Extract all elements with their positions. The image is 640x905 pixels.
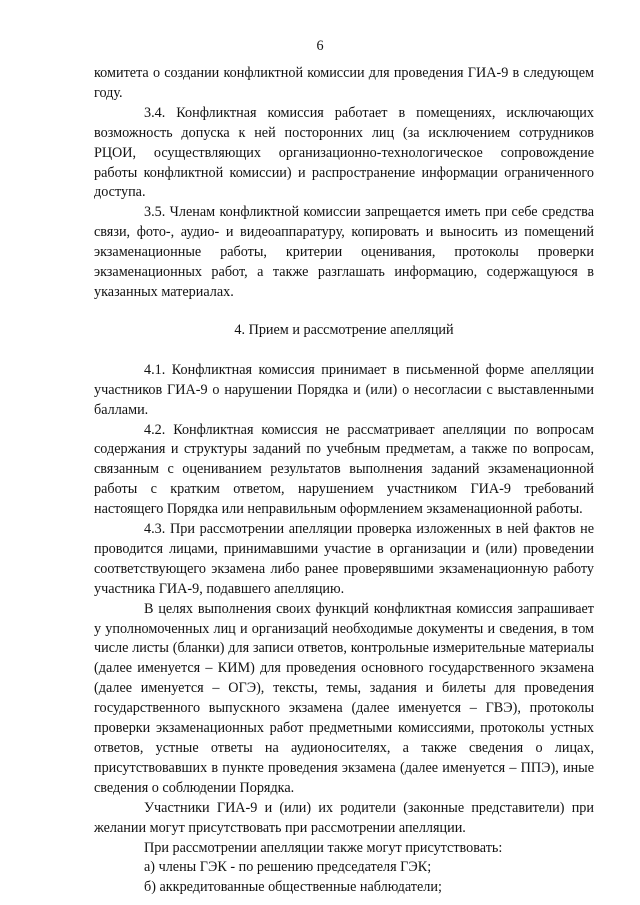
paragraph: Участники ГИА-9 и (или) их родители (законные представители) при желании могут присутствовать при рассмотрении апелляции.: [94, 799, 594, 836]
paragraph: При рассмотрении апелляции также могут присутствовать:: [144, 839, 503, 856]
document-body: [94, 64, 594, 898]
paragraph: б) аккредитованные общественные наблюдатели;: [144, 879, 442, 896]
section-heading: 4. Прием и рассмотрение апелляций: [234, 321, 454, 338]
paragraph: 4.3. При рассмотрении апелляции проверка изложенных в ней фактов не проводится лицами, принимавшими участие в организации и (или) проведении соответствующего экзамена либо ранее проверявшими экзаменационную работу участника ГИА-9, подавшего апелляцию.: [94, 521, 594, 597]
paragraph: а) члены ГЭК - по решению председателя ГЭК;: [144, 859, 432, 876]
section-3-paragraphs: [94, 64, 594, 303]
paragraph: комитета о создании конфликтной комиссии для проведения ГИА-9 в следующем году.: [94, 65, 594, 101]
paragraph: 4.1. Конфликтная комиссия принимает в письменной форме апелляции участников ГИА-9 о нарушении Порядка и (или) о несогласии с выставленными баллами.: [94, 361, 594, 418]
paragraph: 4.2. Конфликтная комиссия не рассматривает апелляции по вопросам содержания и структуры заданий по учебным предметам, а также по вопросам, связанным с оцениванием результатов выполнения заданий экзаменационной работы с кратким ответом, нарушением участником ГИА-9 требований настоящего Порядка или неправильным оформлением экзаменационной работы.: [94, 421, 594, 518]
paragraph: В целях выполнения своих функций конфликтная комиссия запрашивает у уполномоченных лиц и организаций необходимые документы и сведения, в том числе листы (бланки) для записи ответов, контрольные измерительные материалы (далее именуется – КИМ) для проведения основного государственного экзамена (далее именуется – ОГЭ), тексты, темы, задания и билеты для проведения государственного выпускного экзамена (далее именуется – ГВЭ), протоколы проверки экзаменационных работ предметными комиссиями, протоколы устных ответов, устные ответы на аудионосителях, а также сведения о лицах, присутствовавших в пункте проведения экзамена (далее именуется – ППЭ), иные сведения о соблюдении Порядка.: [94, 600, 594, 796]
section-4-paragraphs: [94, 361, 594, 898]
paragraph: 3.5. Членам конфликтной комиссии запрещается иметь при себе средства связи, фото-, аудио- и видеоаппаратуру, копировать и выносить из помещений экзаменационные работы, критерии оценивания, протоколы проверки экзаменационных работ, а также разглашать информацию, содержащуюся в указанных материалах.: [94, 204, 594, 300]
page-number: 6: [316, 38, 324, 54]
paragraph: 3.4. Конфликтная комиссия работает в помещениях, исключающих возможность допуска к ней посторонних лиц (за исключением сотрудников РЦОИ, осуществляющих организационно-технологическое сопровождение работы конфликтной комиссии) и распространение информации ограниченного доступа.: [94, 104, 594, 201]
